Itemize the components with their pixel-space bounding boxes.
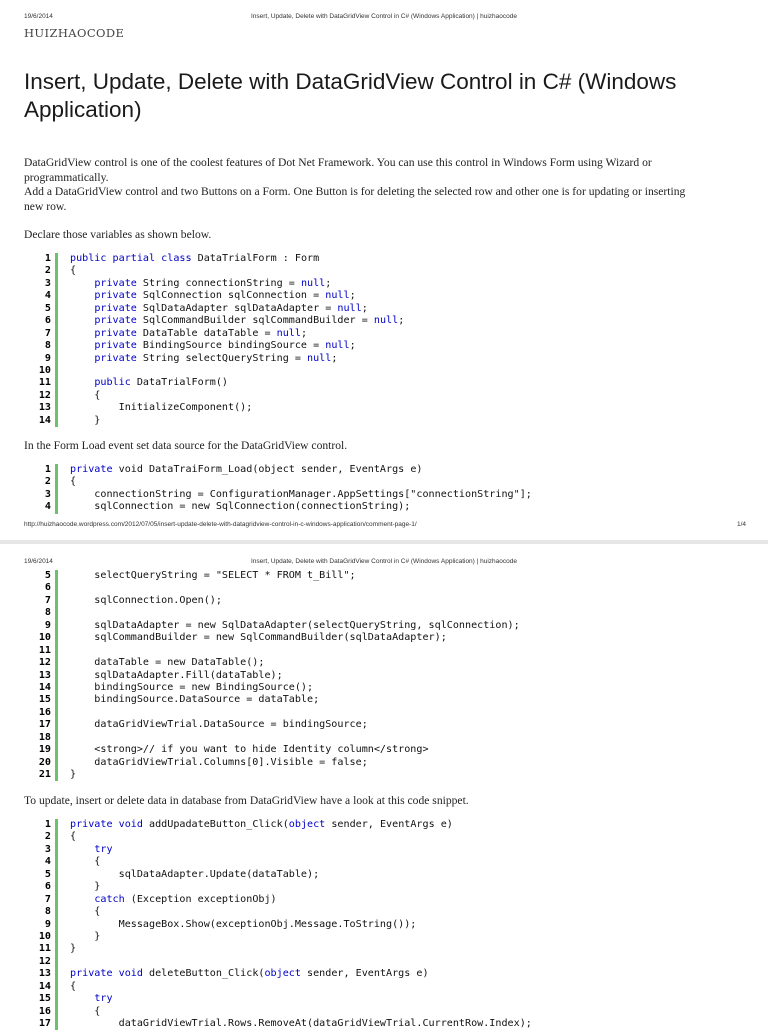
code-gutter-bar — [55, 340, 58, 352]
code-line — [24, 645, 768, 657]
code-line-text: InitializeComponent(); — [70, 402, 253, 414]
code-line — [24, 290, 768, 302]
code-line-number: 10 — [38, 632, 51, 644]
code-line — [24, 464, 768, 476]
code-line-number: 14 — [38, 980, 51, 992]
code-line-text: bindingSource = new BindingSource(); — [70, 681, 314, 693]
code-line — [24, 657, 768, 669]
code-line — [24, 476, 768, 488]
code-line-text: MessageBox.Show(exceptionObj.Message.ToString()); — [70, 918, 417, 930]
code-line-number: 17 — [38, 1018, 51, 1029]
code-gutter-bar — [55, 265, 58, 277]
code-line-text: sqlConnection = new SqlConnection(connectionString); — [70, 501, 411, 513]
code-line-number: 5 — [44, 570, 51, 581]
intro-line: new row. — [24, 199, 67, 213]
code-line-number: 2 — [44, 831, 51, 843]
code-line-number: 4 — [44, 501, 51, 513]
code-gutter-bar — [55, 707, 58, 719]
code-line-text: selectQueryString = "SELECT * FROM t_Bill"; — [70, 570, 356, 581]
code-line-number: 4 — [44, 856, 51, 868]
code-line-number: 2 — [44, 476, 51, 488]
update-paragraph: To update, insert or delete data in database from DataGridView have a look at this code snippet. — [24, 794, 469, 807]
code-line-text: } — [70, 769, 77, 780]
code-line — [24, 670, 768, 682]
code-line — [24, 1006, 768, 1018]
code-line-text: <strong>// if you want to hide Identity column</strong> — [70, 744, 429, 756]
code-gutter-bar — [55, 290, 58, 302]
code-line-number: 18 — [38, 731, 51, 743]
code-line — [24, 856, 768, 868]
code-line-number: 12 — [38, 389, 51, 401]
code-gutter-bar — [55, 315, 58, 327]
site-name[interactable]: HUIZHAOCODE — [24, 26, 125, 40]
code-line — [24, 402, 768, 414]
code-line-text: private SqlCommandBuilder sqlCommandBuilder = null; — [94, 315, 405, 327]
code-gutter-bar — [55, 253, 58, 265]
code-line-number: 1 — [44, 464, 51, 475]
code-line — [24, 931, 768, 943]
code-line — [24, 831, 768, 843]
code-line-text: try — [94, 993, 113, 1005]
code-line-text: public partial class DataTrialForm : Form — [70, 253, 320, 264]
code-line-number: 3 — [44, 277, 51, 289]
code-line — [24, 906, 768, 918]
code-line — [24, 489, 768, 501]
print-header-date: 19/6/2014 — [24, 13, 53, 20]
code-line-number: 8 — [44, 906, 51, 918]
code-gutter-bar — [55, 670, 58, 682]
code-line — [24, 365, 768, 377]
code-gutter-bar — [55, 365, 58, 377]
code-line-number: 3 — [44, 843, 51, 855]
code-gutter-bar — [55, 981, 58, 993]
code-gutter-bar — [55, 919, 58, 931]
code-line-number: 4 — [44, 290, 51, 302]
code-line-text: private DataTable dataTable = null; — [94, 327, 308, 339]
code-line-number: 9 — [44, 352, 51, 364]
code-gutter-bar — [55, 328, 58, 340]
code-gutter-bar — [55, 956, 58, 968]
code-line-number: 13 — [38, 968, 51, 980]
code-gutter-bar — [55, 415, 58, 427]
code-line-text: { — [70, 476, 77, 488]
code-line — [24, 303, 768, 315]
print-header-title: Insert, Update, Delete with DataGridView Control in C# (Windows Application) | huizhaocode — [250, 558, 518, 565]
code-line-number: 17 — [38, 719, 51, 731]
code-line-text: private void DataTraiForm_Load(object sender, EventArgs e) — [70, 464, 423, 475]
code-gutter-bar — [55, 869, 58, 881]
intro-paragraph — [24, 156, 744, 214]
code-line-number: 6 — [44, 582, 51, 594]
intro-line: programmatically. — [24, 170, 109, 184]
code-line — [24, 265, 768, 277]
code-line-number: 14 — [38, 681, 51, 693]
code-block-variables — [24, 253, 768, 427]
code-line — [24, 328, 768, 340]
code-line — [24, 694, 768, 706]
code-line-number: 7 — [44, 893, 51, 905]
code-gutter-bar — [55, 1018, 58, 1030]
code-gutter-bar — [55, 464, 58, 476]
code-gutter-bar — [55, 856, 58, 868]
code-line-number: 8 — [44, 340, 51, 352]
code-line-text: sqlCommandBuilder = new SqlCommandBuilder(sqlDataAdapter); — [70, 632, 447, 644]
code-gutter-bar — [55, 744, 58, 756]
code-line — [24, 919, 768, 931]
code-line-text: } — [70, 930, 101, 942]
code-line-number: 20 — [38, 756, 51, 768]
code-line — [24, 253, 768, 265]
code-gutter-bar — [55, 501, 58, 513]
code-line-text: private BindingSource bindingSource = null; — [94, 340, 356, 352]
code-line-number: 11 — [38, 943, 51, 955]
code-gutter-bar — [55, 657, 58, 669]
code-line-number: 16 — [38, 706, 51, 718]
code-line-text: private String connectionString = null; — [94, 277, 332, 289]
code-gutter-bar — [55, 303, 58, 315]
code-gutter-bar — [55, 819, 58, 831]
code-line-text: { — [70, 831, 77, 843]
code-line-text: } — [70, 881, 101, 893]
code-gutter-bar — [55, 489, 58, 501]
code-line-number: 2 — [44, 265, 51, 277]
code-gutter-bar — [55, 607, 58, 619]
code-line — [24, 956, 768, 968]
code-line-number: 15 — [38, 694, 51, 706]
code-line-text: dataTable = new DataTable(); — [70, 657, 265, 669]
code-line-text: private void addUpadateButton_Click(object sender, EventArgs e) — [70, 819, 453, 830]
code-line-number: 19 — [38, 744, 51, 756]
code-line — [24, 278, 768, 290]
code-line-number: 14 — [38, 414, 51, 426]
code-gutter-bar — [55, 894, 58, 906]
code-line — [24, 595, 768, 607]
code-line-text: } — [70, 414, 101, 426]
code-line-number: 11 — [38, 377, 51, 389]
code-line-number: 6 — [44, 315, 51, 327]
code-line — [24, 968, 768, 980]
code-line — [24, 377, 768, 389]
formload-paragraph: In the Form Load event set data source for the DataGridView control. — [24, 439, 348, 452]
code-gutter-bar — [55, 1006, 58, 1018]
code-line-number: 13 — [38, 669, 51, 681]
code-line-text: public DataTrialForm() — [94, 377, 229, 389]
code-line-text: } — [70, 943, 77, 955]
intro-line: DataGridView control is one of the coolest features of Dot Net Framework. You can use this control in Windows Form using Wizard or — [24, 156, 652, 169]
code-block-form-load — [24, 464, 768, 514]
code-line — [24, 943, 768, 955]
code-gutter-bar — [55, 390, 58, 402]
code-line-text: private void deleteButton_Click(object sender, EventArgs e) — [70, 968, 429, 980]
code-gutter-bar — [55, 732, 58, 744]
code-line-number: 5 — [44, 868, 51, 880]
declare-paragraph: Declare those variables as shown below. — [24, 228, 212, 241]
code-line-text: { — [70, 265, 77, 277]
post-title: Insert, Update, Delete with DataGridView Control in C# (Windows Application) — [24, 69, 677, 122]
code-line — [24, 769, 768, 781]
code-gutter-bar — [55, 943, 58, 955]
code-gutter-bar — [55, 570, 58, 582]
code-gutter-bar — [55, 931, 58, 943]
code-line — [24, 353, 768, 365]
print-footer-url: http://huizhaocode.wordpress.com/2012/07/05/insert-update-delete-with-datagridview-control-in-c-windows-application/comment-page-1/ — [24, 521, 417, 528]
code-gutter-bar — [55, 844, 58, 856]
code-gutter-bar — [55, 769, 58, 781]
code-block-form-load-continued — [24, 570, 768, 781]
code-line-number: 1 — [44, 253, 51, 264]
print-header-date: 19/6/2014 — [24, 558, 53, 565]
code-line — [24, 1018, 768, 1030]
code-line — [24, 894, 768, 906]
code-gutter-bar — [55, 353, 58, 365]
code-line-number: 9 — [44, 619, 51, 631]
code-line-text: sqlDataAdapter = new SqlDataAdapter(selectQueryString, sqlConnection); — [70, 619, 520, 631]
code-gutter-bar — [55, 582, 58, 594]
code-line-text: catch (Exception exceptionObj) — [94, 893, 277, 905]
code-line-text: { — [70, 1005, 101, 1017]
code-line-text: dataGridViewTrial.Rows.RemoveAt(dataGridViewTrial.CurrentRow.Index); — [70, 1018, 532, 1029]
code-line-number: 7 — [44, 327, 51, 339]
code-gutter-bar — [55, 831, 58, 843]
code-line — [24, 757, 768, 769]
intro-line: Add a DataGridView control and two Buttons on a Form. One Button is for deleting the selected row and other one is for updating or inserting — [24, 185, 686, 198]
code-line-text: { — [70, 906, 101, 918]
code-line-number: 16 — [38, 1005, 51, 1017]
code-line — [24, 315, 768, 327]
code-line-text: { — [70, 856, 101, 868]
code-gutter-bar — [55, 620, 58, 632]
code-line-text: sqlConnection.Open(); — [70, 594, 222, 606]
code-line-number: 21 — [38, 769, 51, 780]
code-line-text: private SqlConnection sqlConnection = null; — [94, 290, 356, 302]
code-line-text: dataGridViewTrial.DataSource = bindingSource; — [70, 719, 368, 731]
code-line-number: 15 — [38, 993, 51, 1005]
code-gutter-bar — [55, 906, 58, 918]
code-line-text: private SqlDataAdapter sqlDataAdapter = null; — [94, 302, 368, 314]
code-line-number: 12 — [38, 955, 51, 967]
print-header-title: Insert, Update, Delete with DataGridView Control in C# (Windows Application) | huizhaocode — [250, 13, 518, 20]
code-line-number: 3 — [44, 488, 51, 500]
code-gutter-bar — [55, 757, 58, 769]
code-line-number: 12 — [38, 657, 51, 669]
code-line — [24, 632, 768, 644]
pdf-page-2 — [0, 544, 768, 1028]
code-line — [24, 844, 768, 856]
code-line-text: connectionString = ConfigurationManager.AppSettings["connectionString"]; — [70, 488, 532, 500]
print-footer-page-number: 1/4 — [736, 521, 746, 528]
code-line — [24, 501, 768, 513]
code-gutter-bar — [55, 402, 58, 414]
code-line-number: 7 — [44, 594, 51, 606]
code-line — [24, 415, 768, 427]
code-line — [24, 881, 768, 893]
code-line — [24, 570, 768, 582]
code-line-text: sqlDataAdapter.Fill(dataTable); — [70, 669, 283, 681]
code-line-number: 5 — [44, 302, 51, 314]
code-gutter-bar — [55, 476, 58, 488]
code-line — [24, 582, 768, 594]
code-line-text: private String selectQueryString = null; — [94, 352, 338, 364]
code-line-number: 10 — [38, 364, 51, 376]
code-gutter-bar — [55, 682, 58, 694]
code-gutter-bar — [55, 632, 58, 644]
code-gutter-bar — [55, 719, 58, 731]
code-line-number: 9 — [44, 918, 51, 930]
code-line — [24, 620, 768, 632]
code-line — [24, 993, 768, 1005]
code-gutter-bar — [55, 694, 58, 706]
code-line-text: { — [70, 980, 77, 992]
code-line-text: bindingSource.DataSource = dataTable; — [70, 694, 320, 706]
code-line-text: { — [70, 389, 101, 401]
code-gutter-bar — [55, 278, 58, 290]
code-line-text: dataGridViewTrial.Columns[0].Visible = false; — [70, 756, 368, 768]
code-line-number: 11 — [38, 644, 51, 656]
code-line — [24, 819, 768, 831]
code-line-number: 1 — [44, 819, 51, 830]
code-line — [24, 682, 768, 694]
code-line-number: 6 — [44, 881, 51, 893]
code-gutter-bar — [55, 993, 58, 1005]
code-gutter-bar — [55, 377, 58, 389]
code-gutter-bar — [55, 595, 58, 607]
code-gutter-bar — [55, 881, 58, 893]
code-block-button-handlers — [24, 819, 768, 1030]
code-line-text: sqlDataAdapter.Update(dataTable); — [70, 868, 320, 880]
code-line — [24, 390, 768, 402]
code-line — [24, 340, 768, 352]
code-gutter-bar — [55, 645, 58, 657]
code-line-text: try — [94, 843, 113, 855]
code-line-number: 13 — [38, 402, 51, 414]
code-line — [24, 719, 768, 731]
code-line — [24, 981, 768, 993]
code-gutter-bar — [55, 968, 58, 980]
code-line-number: 10 — [38, 930, 51, 942]
code-line — [24, 744, 768, 756]
code-line — [24, 607, 768, 619]
code-line — [24, 732, 768, 744]
code-line — [24, 869, 768, 881]
code-line — [24, 707, 768, 719]
code-line-number: 8 — [44, 607, 51, 619]
